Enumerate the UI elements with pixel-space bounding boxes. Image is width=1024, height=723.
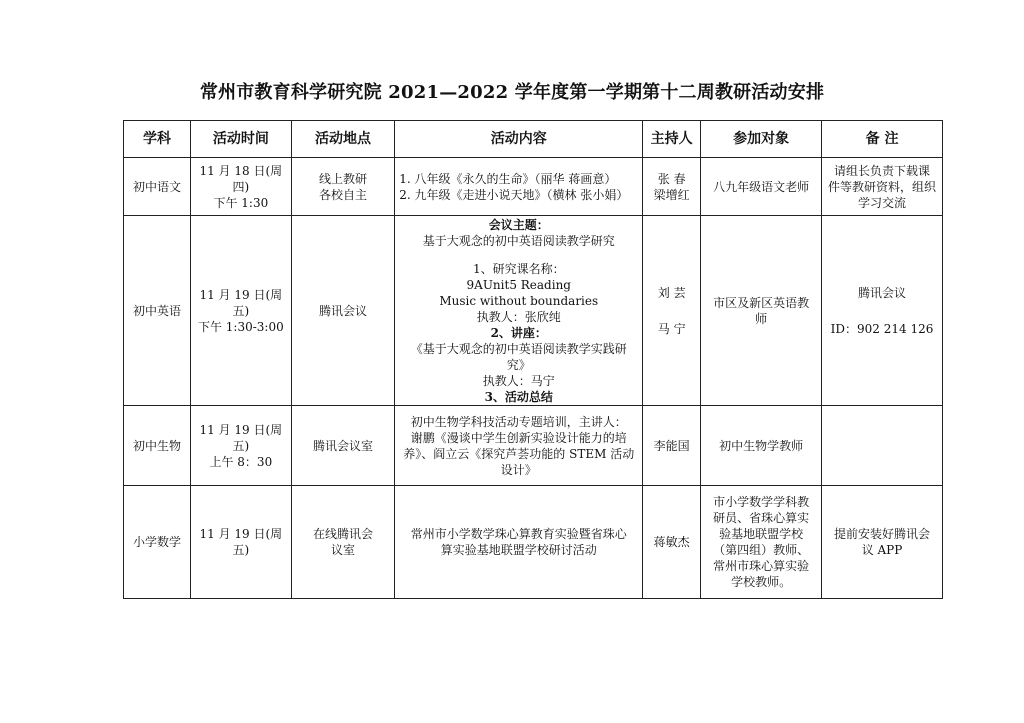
host-name: 李能国 [653,438,690,453]
place-line: 在线腾讯会 [312,527,373,541]
lecture-title: 《基于大观念的初中英语阅读教学实践研 [410,341,627,356]
participants-line: 常州市珠心算实验 [713,559,810,573]
cell-place [291,406,395,486]
cell-time [191,486,292,599]
cell-content [395,486,643,599]
time-line: 下午 1:30-3:00 [197,319,284,334]
topic-label: 会议主题： [488,217,549,232]
cell-place [291,216,395,406]
header-time: 活动时间 [191,121,292,158]
table-row [124,486,943,599]
header-subject: 学科 [124,121,191,158]
remark-line: 学习交流 [858,195,907,210]
cell-place [291,486,395,599]
cell-host [643,406,701,486]
remark-line: 议 APP [861,543,903,557]
cell-subject: 初中语文 [124,158,191,216]
time-line: 11 月 19 日(周五) [199,287,283,318]
host-name: 梁增红 [653,187,690,202]
place-line: 腾讯会议室 [312,438,373,453]
participants-line: 师 [755,311,768,326]
host-name: 刘 芸 [657,285,686,300]
schedule-table [123,120,943,599]
remark-line: 件等教研资料，组织 [828,179,937,194]
cell-participants [701,406,822,486]
cell-host [643,158,701,216]
participants-line: 八九年级语文老师 [713,179,810,194]
host-name: 蒋敏杰 [653,535,690,549]
cell-subject: 初中生物 [124,406,191,486]
table-row [124,216,943,406]
header-participants: 参加对象 [701,121,822,158]
content-line: 谢鹏《漫谈中学生创新实验设计能力的培 [410,430,627,445]
time-line: 11 月 19 日(周五) [199,527,283,557]
content-line: 设计》 [500,462,537,477]
cell-remark [822,158,943,216]
header-content: 活动内容 [395,121,643,158]
cell-subject: 小学数学 [124,486,191,599]
header-place: 活动地点 [291,121,395,158]
place-line: 各校自主 [318,187,367,202]
participants-line: 学校教师。 [731,575,792,589]
place-line: 议室 [330,543,355,557]
cell-content [395,216,643,406]
course-name: 9AUnit5 Reading [466,277,571,292]
cell-host [643,486,701,599]
cell-remark [822,216,943,406]
remark-line: 腾讯会议 [858,285,907,300]
participants-line: （第四组）教师、 [713,543,810,557]
course-teacher: 执教人：张欣纯 [476,309,561,324]
cell-remark [822,486,943,599]
participants-line: 市小学数学学科教 [713,495,810,509]
cell-participants [701,486,822,599]
lecture-label: 2、讲座： [490,325,547,340]
table-header-row [124,121,943,158]
cell-place [291,158,395,216]
time-line: 11 月 18 日(周四) [199,163,283,194]
meeting-id: ID：902 214 126 [830,321,934,336]
summary-label: 3、活动总结 [484,389,553,404]
course-title: 1、研究课名称： [472,261,565,276]
table-row [124,158,943,216]
lecture-title-cont: 究》 [506,357,531,372]
remark-line: 请组长负责下载课 [834,163,931,178]
header-host: 主持人 [643,121,701,158]
time-line: 下午 1:30 [213,195,269,210]
participants-line: 市区及新区英语教 [713,295,810,310]
content-line: 养》、阎立云《探究芦荟功能的 STEM 活动 [403,446,635,461]
cell-time [191,406,292,486]
time-line: 11 月 19 日(周五) [199,422,283,453]
place-line: 线上教研 [318,171,367,186]
topic-text: 基于大观念的初中英语阅读教学研究 [422,233,615,248]
content-line: 常州市小学数学珠心算教育实验暨省珠心 [410,527,627,541]
host-name: 马 宁 [657,321,686,336]
time-line: 上午 8：30 [209,454,273,469]
participants-line: 初中生物学教师 [719,438,804,453]
remark-line: 提前安装好腾讯会 [834,527,931,541]
cell-time [191,158,292,216]
participants-line: 研员、省珠心算实 [713,511,810,525]
cell-time [191,216,292,406]
cell-participants [701,158,822,216]
content-line: 2. 九年级《走进小说天地》（横林 张小娟） [399,187,629,202]
cell-content [395,406,643,486]
cell-subject: 初中英语 [124,216,191,406]
page-title: 常州市教育科学研究院 2021—2022 学年度第一学期第十二周教研活动安排 [199,82,825,103]
header-remark: 备 注 [822,121,943,158]
content-line: 1. 八年级《永久的生命》（丽华 蒋画意） [399,171,617,186]
course-subtitle: Music without boundaries [439,293,599,308]
place-line: 腾讯会议 [318,303,367,318]
cell-participants [701,216,822,406]
content-line: 初中生物学科技活动专题培训，主讲人： [410,414,627,429]
participants-line: 验基地联盟学校 [719,527,804,541]
cell-host [643,216,701,406]
cell-content [395,158,643,216]
content-line: 算实验基地联盟学校研讨活动 [440,543,597,557]
lecture-teacher: 执教人：马宁 [482,373,555,388]
host-name: 张 春 [657,171,686,186]
table-row [124,406,943,486]
cell-remark [822,406,943,486]
